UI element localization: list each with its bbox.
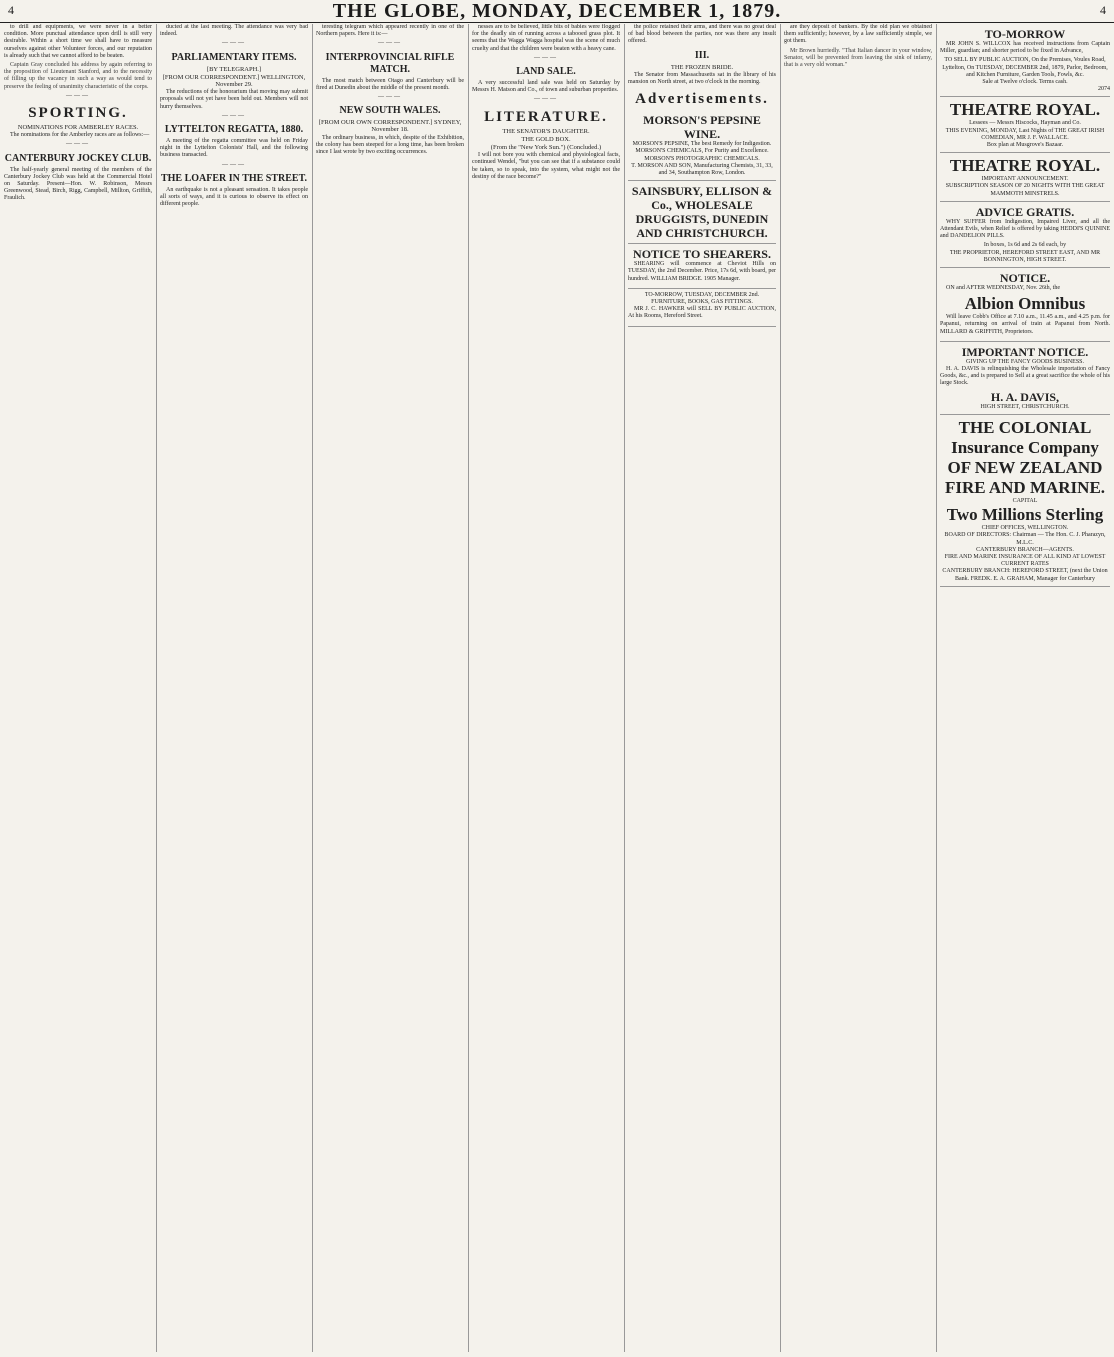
ad-text: Box plan at Musgrove's Bazaar. [986, 142, 1064, 149]
section-heading: SPORTING. [28, 105, 128, 122]
advertisement [628, 181, 776, 244]
ad-subheading: CAPITAL [1012, 497, 1038, 504]
column-rule [156, 24, 157, 1352]
divider: ——— [222, 112, 246, 119]
ad-heading: Albion Omnibus [964, 294, 1086, 314]
advertisement [628, 244, 776, 289]
article-text: Captain Gray concluded his address by again referring to the proposition of Lieutenant Stanford, and to the necessity of filling up the vacancy in such a way as would tend to preserve the feeling of unanimity characteristic of the corps. [4, 62, 152, 90]
divider: ——— [534, 96, 558, 103]
article-text: The nominations for the Amberley races are as follows:— [10, 132, 150, 139]
ad-heading: ADVICE GRATIS. [975, 204, 1075, 219]
ad-heading: TO-MORROW, TUESDAY, DECEMBER 2nd. FURNITURE, BOOKS, GAS FITTINGS. [644, 291, 760, 306]
ad-heading: THEATRE ROYAL. [949, 156, 1101, 176]
section-heading: Advertisements. [635, 91, 769, 108]
advertisement [940, 153, 1110, 202]
article-heading: III. [694, 49, 710, 61]
column-3 [316, 24, 464, 1352]
ad-text: TO SELL BY PUBLIC AUCTION, On the Premises, Voules Road, Lyttelton, On TUESDAY, DECEMBER 2nd, 1879, Parlor, Bedroom, and Kitchen Furniture, Garden Tools, Fowls, &c. [942, 57, 1108, 78]
advertisement [628, 289, 776, 327]
column-5 [628, 24, 776, 1352]
article-heading: PARLIAMENTARY ITEMS. [171, 51, 297, 63]
divider: ——— [222, 40, 246, 47]
ad-heading: MORSON'S PEPSINE WINE. [643, 113, 761, 142]
ad-heading: IMPORTANT NOTICE. [961, 344, 1089, 359]
article-text: teresting telegram which appeared recently in one of the Northern papers. Here it is:— [316, 24, 464, 38]
article-text: A meeting of the regatta committee was held on Friday night in the Lyttelton Colonists' Hall, and the following business transacted. [160, 138, 308, 159]
masthead [0, 0, 1114, 23]
article-text: An earthquake is not a pleasant sensation. It takes people all sorts of ways, and it is curious to observe its effect on different people. [160, 186, 308, 208]
ad-text: MR J. C. HAWKER will SELL BY PUBLIC AUCTION, At his Rooms, Hereford Street. [628, 306, 776, 320]
column-rule [468, 24, 469, 1352]
column-4 [472, 24, 620, 1352]
ad-text: HIGH STREET, CHRISTCHURCH. [980, 403, 1070, 410]
ad-text: Sale at Twelve o'clock. Terms cash. [982, 79, 1068, 86]
article-text: The reductions of the honorarium that moving may submit proposals will not yet have been held out. Members will not hurry themselves. [160, 89, 308, 110]
article-text: I will not bore you with chemical and physiological facts, continued Wendel, "but you can see that if a substance could be taken, so to speak, into the system, what might not the destiny of the race become?" [472, 152, 620, 180]
article-heading: THE SENATOR'S DAUGHTER. [502, 127, 590, 135]
article-text: The most match between Otago and Canterbury will be fired at Dunedin about the middle of the present month. [316, 77, 464, 91]
ad-heading: Two Millions Sterling [946, 505, 1104, 525]
ad-text: H. A. DAVIS is relinquishing the Wholesale importation of Fancy Goods, &c., and is prepared to Sell at a great sacrifice the whole of his large Stock. [940, 366, 1110, 387]
ad-heading: H. A. DAVIS, [990, 389, 1060, 404]
article-heading: LAND SALE. [516, 66, 576, 78]
divider: ——— [66, 141, 90, 148]
article-heading: NEW SOUTH WALES. [339, 105, 441, 117]
ad-heading: THE COLONIAL Insurance Company OF NEW ZEALAND FIRE AND MARINE. [944, 417, 1106, 497]
article-text: The ordinary business, in which, despite of the Exhibition, the colony has been steeped for a long time, has been broken since I last wrote by two exciting occurrences. [316, 134, 464, 156]
advertisement [628, 110, 776, 181]
advertisement [940, 268, 1110, 342]
page-number-left: 4 [8, 3, 14, 17]
ad-subheading: CANTERBURY BRANCH—AGENTS. [976, 546, 1074, 553]
ad-text: SUBSCRIPTION SEASON OF 20 NIGHTS WITH THE GREAT MAMMOTH MINSTRELS. [945, 183, 1105, 197]
section-heading: LITERATURE. [484, 108, 608, 125]
article-subheading: THE GOLD BOX. [521, 135, 571, 143]
column-1 [4, 24, 152, 1352]
page-number-right: 4 [1100, 3, 1106, 17]
ad-heading: SAINSBURY, ELLISON & Co., WHOLESALE DRUGGISTS, DUNEDIN AND CHRISTCHURCH. [631, 184, 773, 241]
ad-number: 2074 [1098, 86, 1110, 93]
ad-text: Lessees — Messrs Hiscocks, Hayman and Co. [969, 120, 1081, 127]
divider: ——— [378, 40, 402, 47]
ad-text: MR JOHN S. WILLCOX has received instructions from Captain Miller, guardian; and shorter period to be fixed in Advance, [940, 41, 1110, 55]
ad-text: SHEARING will commence at Cheviot Hills on TUESDAY, the 2nd December. Price, 17s 6d, with board, per hundred. WILLIAM BRIDGE. 1905 Manager. [628, 261, 776, 282]
article-text: ducted at the last meeting. The attendance was very bad indeed. [160, 24, 308, 38]
column-rule [624, 24, 625, 1352]
advertisement [940, 24, 1110, 97]
ad-heading: NOTICE. [999, 271, 1051, 286]
advertisement [940, 415, 1110, 587]
ad-text: THIS EVENING, MONDAY, Last Nights of THE GREAT IRISH COMEDIAN, MR J. F. WALLACE. [945, 127, 1105, 141]
columns [4, 24, 1110, 1352]
article-text: Mr Brown hurriedly. "That Italian dancer in your window, Senator, will be prevented from leaving the sink of infamy, that is a very old woman." [784, 47, 932, 69]
ad-text: THE PROPRIETOR, HEREFORD STREET EAST, AND MR BONNINGTON, HIGH STREET. [949, 249, 1101, 263]
article-dateline: (From the "New York Sun.") (Concluded.) [490, 144, 602, 152]
article-heading: CANTERBURY JOCKEY CLUB. [4, 152, 152, 164]
column-2 [160, 24, 308, 1352]
column-7-ads [940, 24, 1110, 1352]
ad-heading: THEATRE ROYAL. [949, 100, 1101, 120]
divider: ——— [534, 54, 558, 61]
ad-text: FIRE AND MARINE INSURANCE OF ALL KIND AT LOWEST CURRENT RATES [944, 553, 1106, 568]
column-rule [780, 24, 781, 1352]
column-rule [936, 24, 937, 1352]
article-dateline: [FROM OUR CORRESPONDENT.] WELLINGTON, November 29. [162, 73, 306, 89]
newspaper-title: THE GLOBE, MONDAY, DECEMBER 1, 1879. [332, 0, 782, 22]
ad-heading: NOTICE TO SHEARERS. [633, 247, 771, 262]
article-subheading: THE FROZEN BRIDE. [670, 63, 734, 71]
article-text: The Senator from Massachusetts sat in the library of his mansion on North street, at two o'clock in the morning. [628, 71, 776, 86]
advertisement [940, 342, 1110, 415]
article-heading: THE LOAFER IN THE STREET. [160, 172, 308, 184]
ad-subheading: GIVING UP THE FANCY GOODS BUSINESS. [965, 358, 1084, 365]
article-text: to drill and equipments, we were never in a better condition. More punctual attendance upon drill is still very desirable. Within a short time we shall have to measure ourselves against other Volunteer forces, and our reputation is already such that we cannot afford to be beaten. [4, 24, 152, 59]
article-heading: INTERPROVINCIAL RIFLE MATCH. [325, 51, 455, 75]
article-text: The half-yearly general meeting of the members of the Canterbury Jockey Club was held at the Commercial Hotel on Saturday. Present—Hon. W. Robinson, Messrs Greenwood, Stead, Birch, Rigg, Campbell, Millton, Griffith, Fraulich. [4, 166, 152, 202]
advertisement [940, 202, 1110, 268]
ad-text: WHY SUFFER from Indigestion, Impaired Liver, and all the Attendant Evils, when Relief is offered by taking HEDDI'S QUININE and DANDELION PILLS. [940, 218, 1110, 240]
article-heading: LYTTELTON REGATTA, 1880. [164, 124, 304, 136]
article-text: A very successful land sale was held on Saturday by Messrs H. Matson and Co., of town and suburban properties. [472, 80, 620, 94]
divider: ——— [378, 94, 402, 101]
column-rule [312, 24, 313, 1352]
ad-text: ON and AFTER WEDNESDAY, Nov. 26th, the [946, 285, 1061, 292]
column-6 [784, 24, 932, 1352]
ad-text: In boxes, 1s 6d and 2s 6d each, by [983, 242, 1067, 249]
ad-text: Will leave Cobb's Office at 7.10 a.m., 11.45 a.m., and 4.25 p.m. for Papanui, returning on arrival of train at Papanui from North. MILLARD & GRIFFITH, Proprietors. [940, 314, 1110, 335]
ad-text: CHIEF OFFICES, WELLINGTON. [981, 525, 1069, 532]
article-subheading: [BY TELEGRAPH.] [206, 65, 262, 73]
advertisement [940, 97, 1110, 153]
article-heading: NOMINATIONS FOR AMBERLEY RACES. [17, 124, 139, 132]
article-dateline: [FROM OUR OWN CORRESPONDENT.] SYDNEY, November 18. [318, 119, 462, 134]
ad-text: MORSON'S PEPSINE, The best Remedy for Indigestion. MORSON'S CHEMICALS, For Purity and Excellence. MORSON'S PHOTOGRAPHIC CHEMICALS. [632, 141, 772, 162]
article-text: nesses are to be believed, little bits of babies were flogged for the deadly sin of running across a tabooed grass plot. It seems that the Wagga Wagga hospital was the scene of much cruelty and that the children were beaten with a heavy cane. [472, 24, 620, 52]
article-text: the police retained their arms, and there was no great deal of bad blood between the parties, nor was there any insult offered. [628, 24, 776, 45]
ad-subheading: IMPORTANT ANNOUNCEMENT. [981, 176, 1069, 183]
divider: ——— [66, 92, 90, 99]
article-text: are they deposit of bankers. By the old plan we obtained them sufficiently; however, by a law sufficiently simple, we got them. [784, 24, 932, 45]
ad-text: BOARD OF DIRECTORS: Chairman — The Hon. C. J. Pharazyn, M.L.C. [944, 532, 1106, 546]
ad-heading: TO-MORROW [984, 27, 1066, 41]
ad-text: CANTERBURY BRANCH: HEREFORD STREET, (next the Union Bank. FREDK. E. A. GRAHAM, Manager for Canterbury [942, 568, 1108, 582]
ad-text: T. MORSON AND SON, Manufacturing Chemists, 31, 33, and 34, Southampton Row, London. [631, 162, 773, 177]
divider: ——— [222, 161, 246, 168]
